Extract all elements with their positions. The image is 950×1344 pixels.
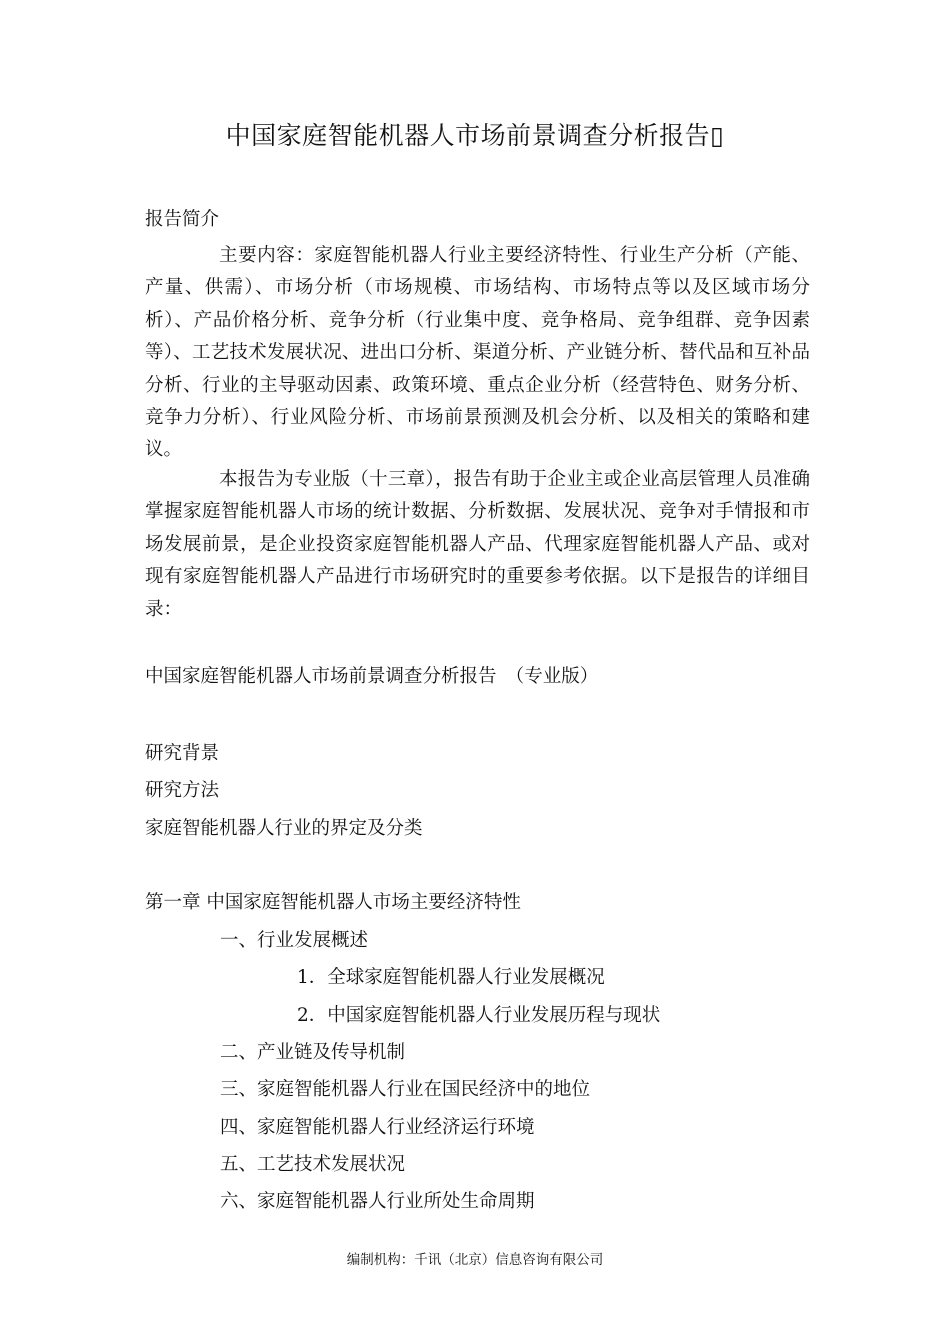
toc-item: 一、行业发展概述 <box>220 930 369 951</box>
toc-item: 五、工艺技术发展状况 <box>220 1154 406 1175</box>
title-text: 中国家庭智能机器人市场前景调查分析报告 <box>225 121 711 150</box>
toc-item: 三、家庭智能机器人行业在国民经济中的地位 <box>220 1079 591 1100</box>
intro-paragraph-1: 主要内容：家庭智能机器人行业主要经济特性、行业生产分析（产能、产量、供需）、市场分析（市场规模、市场结构、市场特点等以及区域市场分析）、产品价格分析、竞争分析（行业集中度、竞争格局、竞争组群、竞争因素等）、工艺技术发展状况、进出口分析、渠道分析、产业链分析、替代品和互补品分析、行业的主导驱动因素、政策环境、重点企业分析（经营特色、财务分析、竞争力分析）、行业风险分析、市场前景预测及机会分析、以及相关的策略和建议。 <box>145 245 810 461</box>
toc-item: 六、家庭智能机器人行业所处生命周期 <box>220 1191 535 1212</box>
toc-item: 二、产业链及传导机制 <box>220 1042 406 1063</box>
intro-paragraph-2: 本报告为专业版（十三章），报告有助于企业主或企业高层管理人员准确掌握家庭智能机器人市场的统计数据、分析数据、发展状况、竞争对手情报和市场发展前景，是企业投资家庭智能机器人产品、代理家庭智能机器人产品、或对现有家庭智能机器人产品进行市场研究时的重要参考依据。以下是报告的详细目录： <box>145 469 810 620</box>
toc-item: 四、家庭智能机器人行业经济运行环境 <box>220 1117 535 1138</box>
preface-item: 家庭智能机器人行业的界定及分类 <box>145 818 423 839</box>
preface-item: 研究方法 <box>145 780 220 801</box>
toc-subitem: 2．中国家庭智能机器人行业发展历程与现状 <box>297 1005 661 1026</box>
document-title <box>0 116 950 152</box>
report-name: 中国家庭智能机器人市场前景调查分析报告 （专业版） <box>145 666 599 687</box>
intro-heading: 报告简介 <box>145 209 220 230</box>
toc-subitem: 1．全球家庭智能机器人行业发展概况 <box>297 967 605 988</box>
page-footer: 编制机构：千讯（北京）信息咨询有限公司 <box>346 1252 604 1268</box>
chapter-title: 第一章 中国家庭智能机器人市场主要经济特性 <box>145 892 521 913</box>
title-trailing-glyph: ▯ <box>710 121 725 150</box>
preface-item: 研究背景 <box>145 743 220 764</box>
